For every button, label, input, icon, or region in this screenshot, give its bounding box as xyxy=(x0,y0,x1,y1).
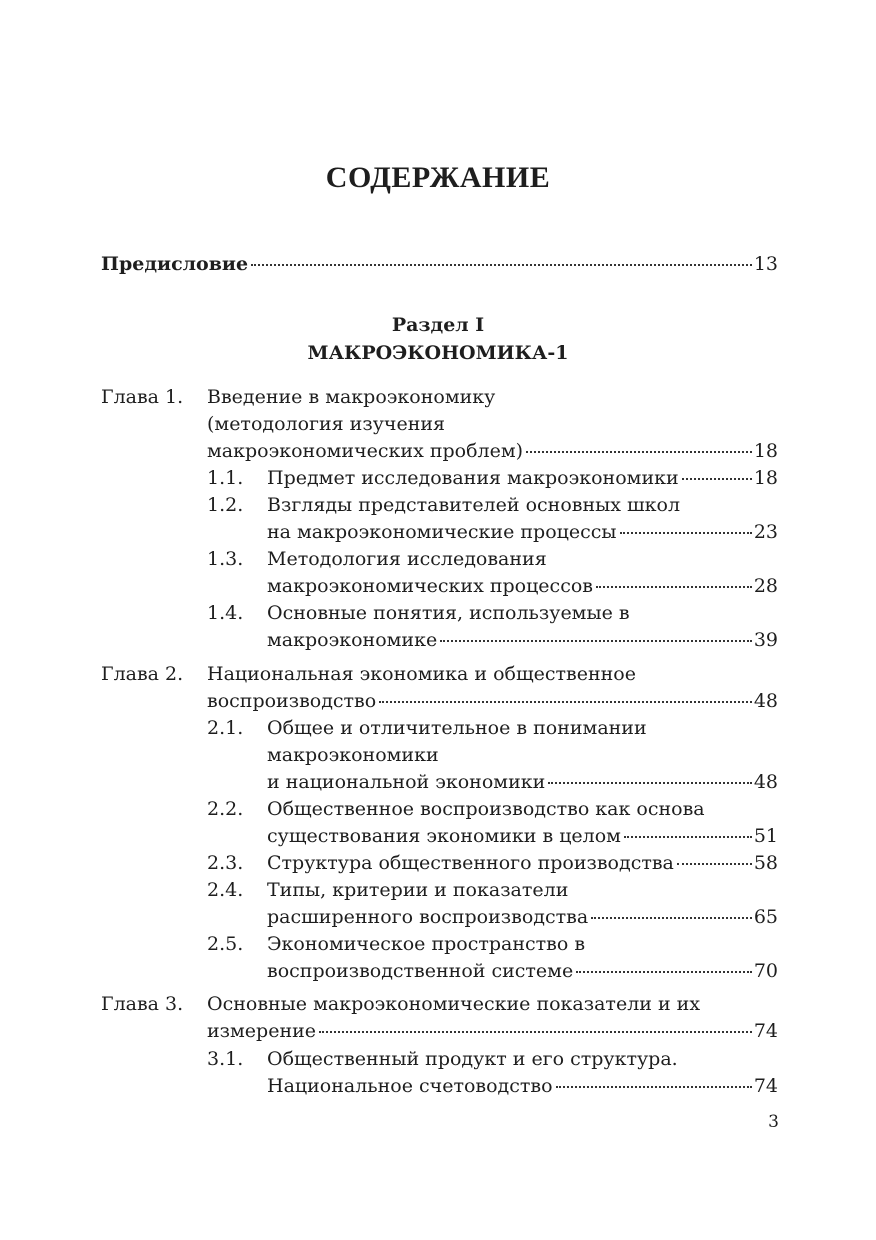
subsection-title-line: Структура общественного производства xyxy=(267,852,674,874)
subsection-title-line: Общественное воспроизводство как основа xyxy=(267,798,705,820)
toc-entry-2-4[interactable] xyxy=(267,903,778,931)
chapter-title-line: макроэкономических проблем) xyxy=(207,440,524,462)
toc-entry-preface[interactable] xyxy=(101,250,778,278)
leader-dots xyxy=(624,836,752,838)
toc-entry-2-3[interactable] xyxy=(267,849,778,877)
leader-dots xyxy=(556,1086,752,1088)
toc-entry-2-2[interactable] xyxy=(267,822,778,850)
toc-page-number: 13 xyxy=(753,253,778,275)
leader-dots xyxy=(526,451,752,453)
leader-dots xyxy=(620,532,752,534)
toc-page-number: 58 xyxy=(753,852,778,874)
section-label: Раздел I xyxy=(391,314,485,336)
subsection-title-line: расширенного воспроизводства xyxy=(267,906,589,928)
toc-page-number: 65 xyxy=(753,906,778,928)
subsection-title-line: макроэкономике xyxy=(267,629,438,651)
leader-dots xyxy=(319,1031,752,1033)
subsection-title-line: Национальное счетоводство xyxy=(267,1075,553,1097)
subsection-number: 1.3. xyxy=(207,548,244,570)
leader-dots xyxy=(677,863,752,865)
toc-entry-2-1[interactable] xyxy=(267,768,778,796)
subsection-title-line: Экономическое пространство в xyxy=(267,933,586,955)
subsection-number: 2.4. xyxy=(207,879,244,901)
subsection-title-line: макроэкономики xyxy=(267,744,439,766)
subsection-title-line: воспроизводственной системе xyxy=(267,960,574,982)
subsection-title-line: на макроэкономические процессы xyxy=(267,521,617,543)
toc-page-number: 51 xyxy=(753,825,778,847)
subsection-title-line: и национальной экономики xyxy=(267,771,546,793)
toc-entry-text: Предисловие xyxy=(101,253,249,275)
subsection-title-line: Типы, критерии и показатели xyxy=(267,879,569,901)
toc-entry-1-1[interactable] xyxy=(267,464,778,492)
chapter-title-line: (методология изучения xyxy=(207,413,446,435)
chapter-title-line: воспроизводство xyxy=(207,690,377,712)
toc-page-number: 70 xyxy=(753,960,778,982)
toc-entry-chapter-3[interactable] xyxy=(207,1017,778,1045)
page-title: СОДЕРЖАНИЕ xyxy=(325,161,551,194)
toc-page-number: 48 xyxy=(753,771,778,793)
subsection-number: 2.1. xyxy=(207,717,244,739)
toc-page-number: 39 xyxy=(753,629,778,651)
leader-dots xyxy=(548,782,752,784)
subsection-title-line: Методология исследования xyxy=(267,548,547,570)
section-name: МАКРОЭКОНОМИКА-1 xyxy=(307,342,569,364)
toc-entry-2-5[interactable] xyxy=(267,957,778,985)
subsection-number: 1.1. xyxy=(207,467,244,489)
subsection-title-line: существования экономики в целом xyxy=(267,825,621,847)
subsection-title-line: Общее и отличительное в понимании xyxy=(267,717,647,739)
chapter-label: Глава 1. xyxy=(101,386,184,408)
toc-page-number: 74 xyxy=(753,1075,778,1097)
subsection-title-line: макроэкономических процессов xyxy=(267,575,593,597)
toc-page-number: 48 xyxy=(753,690,778,712)
toc-entry-1-4[interactable] xyxy=(267,626,778,654)
toc-page-number: 18 xyxy=(753,467,778,489)
subsection-number: 2.5. xyxy=(207,933,244,955)
chapter-label: Глава 2. xyxy=(101,663,184,685)
leader-dots xyxy=(591,917,752,919)
chapter-label: Глава 3. xyxy=(101,993,184,1015)
subsection-number: 2.3. xyxy=(207,852,244,874)
subsection-title-line: Предмет исследования макроэкономики xyxy=(267,467,679,489)
subsection-title-line: Общественный продукт и его структура. xyxy=(267,1048,678,1070)
chapter-title-line: Национальная экономика и общественное xyxy=(207,663,636,685)
leader-dots xyxy=(251,264,752,266)
chapter-title-line: Введение в макроэкономику xyxy=(207,386,496,408)
toc-page-number: 23 xyxy=(753,521,778,543)
toc-entry-3-1[interactable] xyxy=(267,1072,778,1100)
toc-entry-1-3[interactable] xyxy=(267,572,778,600)
toc-page-number: 74 xyxy=(753,1020,778,1042)
toc-page-number: 28 xyxy=(753,575,778,597)
leader-dots xyxy=(576,971,752,973)
leader-dots xyxy=(596,586,752,588)
subsection-number: 1.4. xyxy=(207,602,244,624)
toc-entry-chapter-2[interactable] xyxy=(207,687,778,715)
leader-dots xyxy=(379,701,752,703)
subsection-number: 1.2. xyxy=(207,494,244,516)
chapter-title-line: Основные макроэкономические показатели и их xyxy=(207,993,701,1015)
chapter-title-line: измерение xyxy=(207,1020,317,1042)
subsection-title-line: Взгляды представителей основных школ xyxy=(267,494,681,516)
toc-entry-chapter-1[interactable] xyxy=(207,437,778,465)
leader-dots xyxy=(682,478,752,480)
toc-entry-1-2[interactable] xyxy=(267,518,778,546)
subsection-number: 3.1. xyxy=(207,1048,244,1070)
page-number: 3 xyxy=(768,1112,779,1132)
toc-page-number: 18 xyxy=(753,440,778,462)
subsection-title-line: Основные понятия, используемые в xyxy=(267,602,630,624)
leader-dots xyxy=(440,640,752,642)
subsection-number: 2.2. xyxy=(207,798,244,820)
